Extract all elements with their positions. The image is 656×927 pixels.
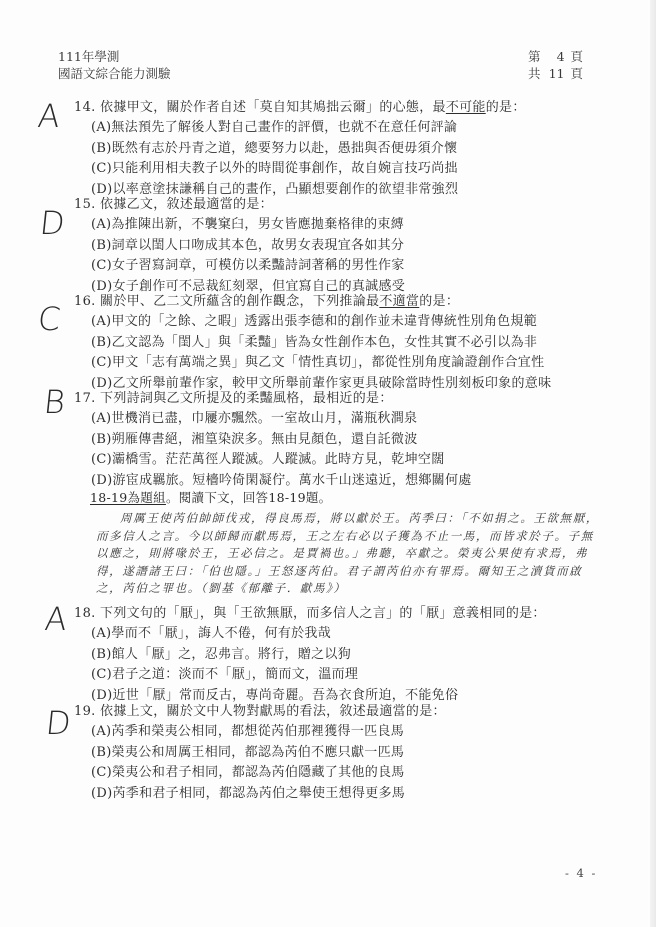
passage-line-text: 周厲王使芮伯帥師伐戎，得良馬焉，將以獻於王。芮季曰：「不如捐之。王欲無厭， <box>120 511 599 525</box>
option-a: (A)世機消已盡，巾屨亦飄然。一室故山月，滿瓶秋澗泉 <box>91 411 418 426</box>
option-d: (D)乙文所舉前輩作家，較甲文所舉前輩作家更具破除當時性別刻板印象的意味 <box>91 375 552 391</box>
question-stem <box>74 98 526 118</box>
stem-text-end: 的是： <box>485 100 526 115</box>
option-c: (C)女子習寫詞章，可模仿以柔豔詩詞著稱的男性作家 <box>91 258 405 273</box>
question-number: 18. <box>74 606 96 621</box>
exam-header-left <box>58 48 171 82</box>
handwritten-answer-q14: A <box>36 97 62 135</box>
handwritten-answer-q17: B <box>42 383 67 421</box>
group-label: 18-19為題組 <box>90 490 166 505</box>
option-b: (B)館人「厭」之，忍弗言。將行，贈之以狗 <box>91 646 351 662</box>
question-14 <box>74 98 526 200</box>
option-d: (D)芮季和君子相同，都認為芮伯之舉使王想得更多馬 <box>91 785 406 801</box>
current-page-label <box>528 48 583 65</box>
question-number: 17. <box>74 391 96 406</box>
stem-text: 依據乙文，敘述最適當的是： <box>100 197 273 212</box>
option-d: (D)以率意塗抹謙稱自己的畫作，凸顯想要創作的欲望非常強烈 <box>91 181 459 197</box>
stem-text: 依據上文，關於文中人物對獻馬的看法，敘述最適當的是： <box>100 704 446 719</box>
passage-line <box>96 510 616 528</box>
question-15 <box>74 195 405 297</box>
option-d: (D)游宦成羈旅。短檣吟倚閑凝佇。萬水千山迷遠近，想鄉關何處 <box>91 472 472 488</box>
page-footer-number: - 4 - <box>565 866 598 880</box>
passage-line: 之，芮伯之罪也。（劉基《郁離子．獻馬》） <box>96 581 347 595</box>
stem-text-end: 的是： <box>419 294 460 309</box>
option-a: (A)甲文的「之餘、之暇」透露出張李德和的創作並未違背傳統性別角色規範 <box>91 314 538 329</box>
exam-year: 111年學測 <box>58 49 120 64</box>
stem-emphasis: 不可能 <box>445 100 486 115</box>
stem-emphasis: 不適當 <box>379 294 420 309</box>
question-16 <box>74 292 551 394</box>
question-stem <box>74 702 446 722</box>
option-a: (A)為推陳出新，不襲窠臼，男女皆應拋棄格律的束縛 <box>91 217 405 232</box>
question-stem <box>74 292 551 312</box>
handwritten-answer-q18: A <box>43 600 69 638</box>
handwritten-answer-q19: D <box>44 704 73 742</box>
total-label-suffix: 頁 <box>570 66 584 81</box>
option-c: (C)灞橋雪。茫茫萬徑人蹤滅。人蹤滅。此時方見，乾坤空闊 <box>91 452 445 467</box>
handwritten-answer-q16: C <box>36 300 63 338</box>
page-label-prefix: 第 <box>528 49 541 64</box>
total-pages-label <box>528 65 583 82</box>
option-b: (B)既然有志於丹青之道，總要努力以赴，愚拙與否便毋須介懷 <box>91 140 458 156</box>
question-group-intro <box>90 489 331 507</box>
reading-passage <box>96 510 616 598</box>
option-c: (C)只能利用相夫教子以外的時間從事創作，故自婉言技巧尚拙 <box>91 161 458 176</box>
option-a: (A)學而不「厭」，誨人不倦，何有於我哉 <box>91 626 332 641</box>
option-c: (C)君子之道：淡而不「厭」，簡而文，溫而理 <box>91 667 359 682</box>
passage-line: 得，遂譖諸王曰：「伯也隱。」王怒逐芮伯。君子謂芮伯亦有罪焉。爾知王之瀆貨而啟 <box>96 563 583 578</box>
stem-text: 依據甲文，關於作者自述「莫自知其鳩拙云爾」的心態，最 <box>100 100 446 115</box>
question-17 <box>74 389 472 491</box>
question-19 <box>74 702 446 804</box>
option-a: (A)芮季和榮夷公相同，都想從芮伯那裡獲得一匹良馬 <box>91 724 405 739</box>
exam-subject: 國語文綜合能力測驗 <box>58 66 171 81</box>
group-instruction: 。閱讀下文，回答18-19題。 <box>165 490 332 505</box>
question-number: 16. <box>74 294 96 309</box>
option-a: (A)無法預先了解後人對自己畫作的評價，也就不在意任何評論 <box>91 120 458 135</box>
option-c: (C)榮夷公和君子相同，都認為芮伯隱藏了其他的良馬 <box>91 765 405 780</box>
stem-text: 下列詩詞與乙文所提及的柔豔風格，最相近的是： <box>100 391 393 406</box>
total-label-prefix: 共 <box>528 66 541 81</box>
exam-header-right <box>528 48 583 82</box>
option-b: (B)朔雁傳書絕，湘篁染淚多。無由見顏色，還自託微波 <box>91 431 418 447</box>
total-pages: 11 <box>548 66 565 81</box>
page-label-suffix: 頁 <box>570 49 584 64</box>
passage-line: 以應之，則將喙於王，王必信之。是賈禍也。」弗聽，卒獻之。榮夷公果使有求焉，弗 <box>96 546 589 560</box>
question-stem <box>74 195 405 215</box>
passage-line: 而多信人之言。今以師歸而獻馬焉，王之左右必以子獲為不止一馬，而皆求於子。子無 <box>96 528 594 543</box>
option-d: (D)近世「厭」常而反古，專尚奇麗。吾為衣食所迫，不能免俗 <box>91 687 459 703</box>
option-d: (D)女子創作可不忌裁紅刻翠，但宜寫自己的真誠感受 <box>91 278 406 294</box>
question-number: 14. <box>74 100 96 115</box>
question-stem <box>74 389 472 409</box>
stem-text: 關於甲、乙二文所蘊含的創作觀念，下列推論最 <box>100 294 380 309</box>
question-number: 15. <box>74 197 96 212</box>
page-number: 4 <box>556 49 565 64</box>
question-stem <box>74 604 546 624</box>
handwritten-answer-q15: D <box>38 204 67 242</box>
question-number: 19. <box>74 704 96 719</box>
option-b: (B)榮夷公和周厲王相同，都認為芮伯不應只獻一匹馬 <box>91 744 405 760</box>
page-edge-shadow <box>650 0 656 927</box>
option-b: (B)乙文認為「閨人」與「柔豔」皆為女性創作本色，女性其實不必引以為非 <box>91 334 538 350</box>
question-18 <box>74 604 546 706</box>
stem-text: 下列文句的「厭」，與「王欲無厭，而多信人之言」的「厭」意義相同的是： <box>100 606 546 621</box>
option-c: (C)甲文「志有萬端之異」與乙文「情性真切」，都從性別角度論證創作合宜性 <box>91 355 545 370</box>
option-b: (B)詞章以閨人口吻成其本色，故男女表現宜各如其分 <box>91 237 405 253</box>
